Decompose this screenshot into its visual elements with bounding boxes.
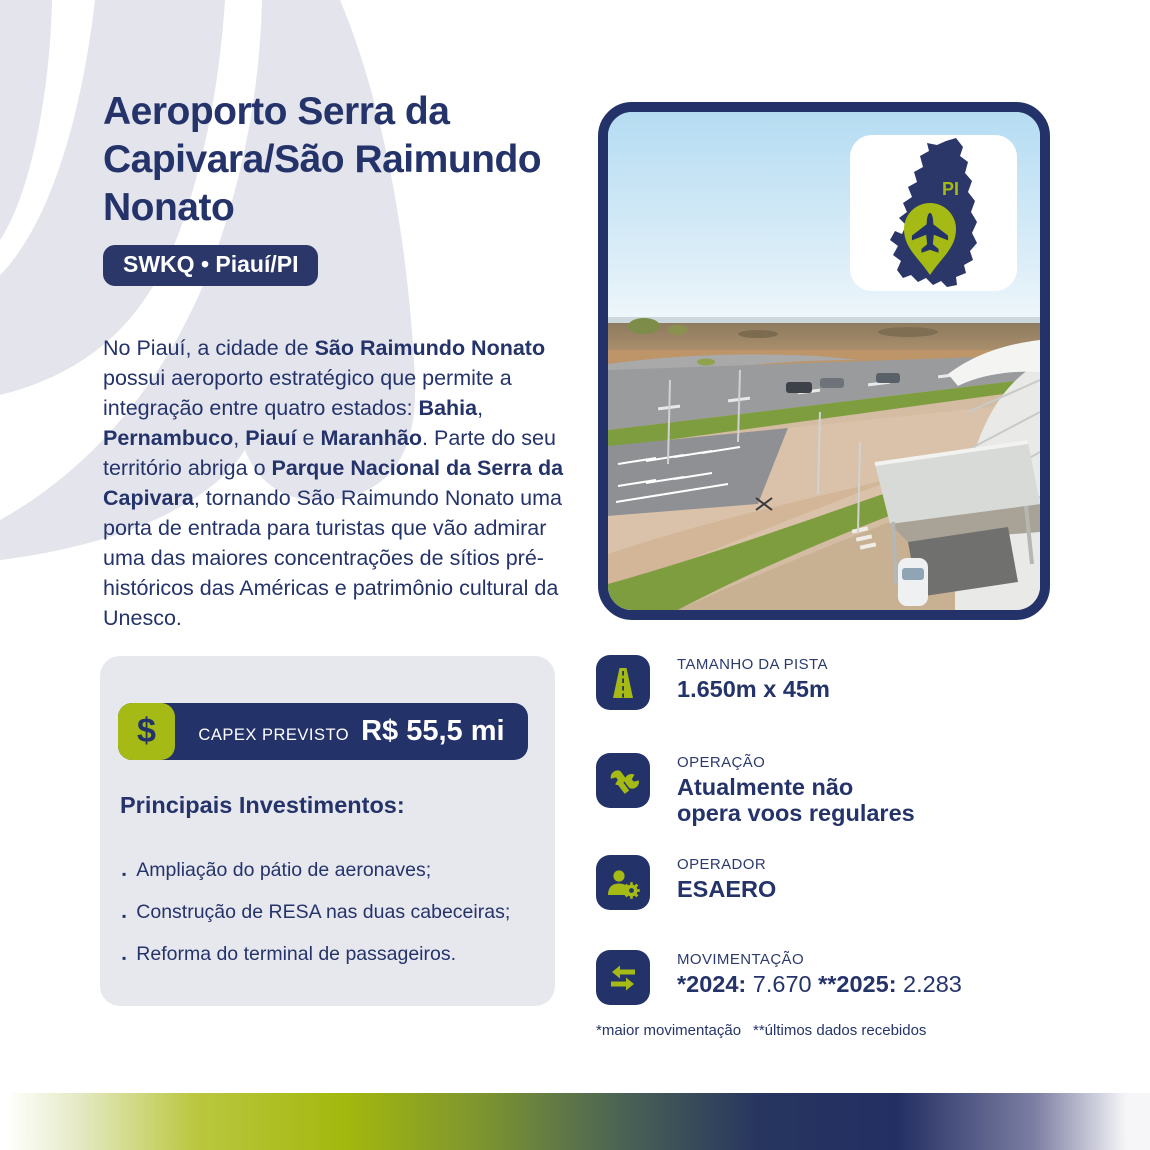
stat-value: ESAERO xyxy=(677,876,777,902)
list-item-label: Ampliação do pátio de aeronaves; xyxy=(136,859,432,881)
stat-label: OPERAÇÃO xyxy=(677,754,766,771)
stat-label: OPERADOR xyxy=(677,856,767,873)
investments-heading: Principais Investimentos: xyxy=(120,792,405,818)
list-item xyxy=(122,944,542,969)
state-map-card xyxy=(850,135,1017,291)
bullet-icon: ▪ xyxy=(122,867,127,881)
page-title: Aeroporto Serra da Capivara/São Raimundo Nonato xyxy=(103,90,542,229)
state-abbrev-label: PI xyxy=(942,179,960,199)
capex-value: R$ 55,5 mi xyxy=(361,715,505,747)
investments-list xyxy=(122,860,542,986)
bottom-gradient-bar xyxy=(0,1093,1150,1150)
stat-value: Atualmente não opera voos regulares xyxy=(677,774,915,826)
footnote-latest-data: **últimos dados recebidos xyxy=(753,1022,927,1039)
stat-value: 1.650m x 45m xyxy=(677,676,830,702)
capex-pill xyxy=(118,703,528,760)
wrench-icon xyxy=(596,753,650,808)
transfer-arrows-icon xyxy=(596,950,650,1005)
airport-description: No Piauí, a cidade de São Raimundo Nonato possui aeroporto estratégico que permite a integração entre quatro estados: Bahia, Pernambuco, Piauí e Maranhão. Parte do seu território abriga o Parque Nacional da Serra da Capivara, tornando São Raimundo Nonato uma porta de entrada para turistas que vão admirar uma das maiores concentrações de sítios pré-históricos das Américas e patrimônio cultural da Unesco. xyxy=(103,335,564,630)
stat-value: *2024: 7.670 **2025: 2.283 xyxy=(677,971,962,997)
dollar-icon: $ xyxy=(118,703,175,760)
investments-card xyxy=(100,656,555,1006)
capex-label: CAPEX PREVISTO xyxy=(198,726,350,744)
stat-label: TAMANHO DA PISTA xyxy=(677,656,828,673)
operator-gear-icon xyxy=(596,855,650,910)
bullet-icon: ▪ xyxy=(122,951,127,965)
runway-icon xyxy=(596,655,650,710)
list-item-label: Construção de RESA nas duas cabeceiras; xyxy=(136,901,511,923)
airport-code-badge: SWKQ • Piauí/PI xyxy=(103,245,318,286)
list-item xyxy=(122,902,542,927)
airport-photo xyxy=(598,102,1050,620)
piaui-state-map xyxy=(850,135,1017,291)
list-item-label: Reforma do terminal de passageiros. xyxy=(136,943,457,965)
footnote-highest-movement: *maior movimentação xyxy=(596,1022,742,1039)
list-item xyxy=(122,860,542,885)
gear-icon xyxy=(623,882,640,899)
bullet-icon: ▪ xyxy=(122,909,127,923)
stat-label: MOVIMENTAÇÃO xyxy=(677,951,805,968)
